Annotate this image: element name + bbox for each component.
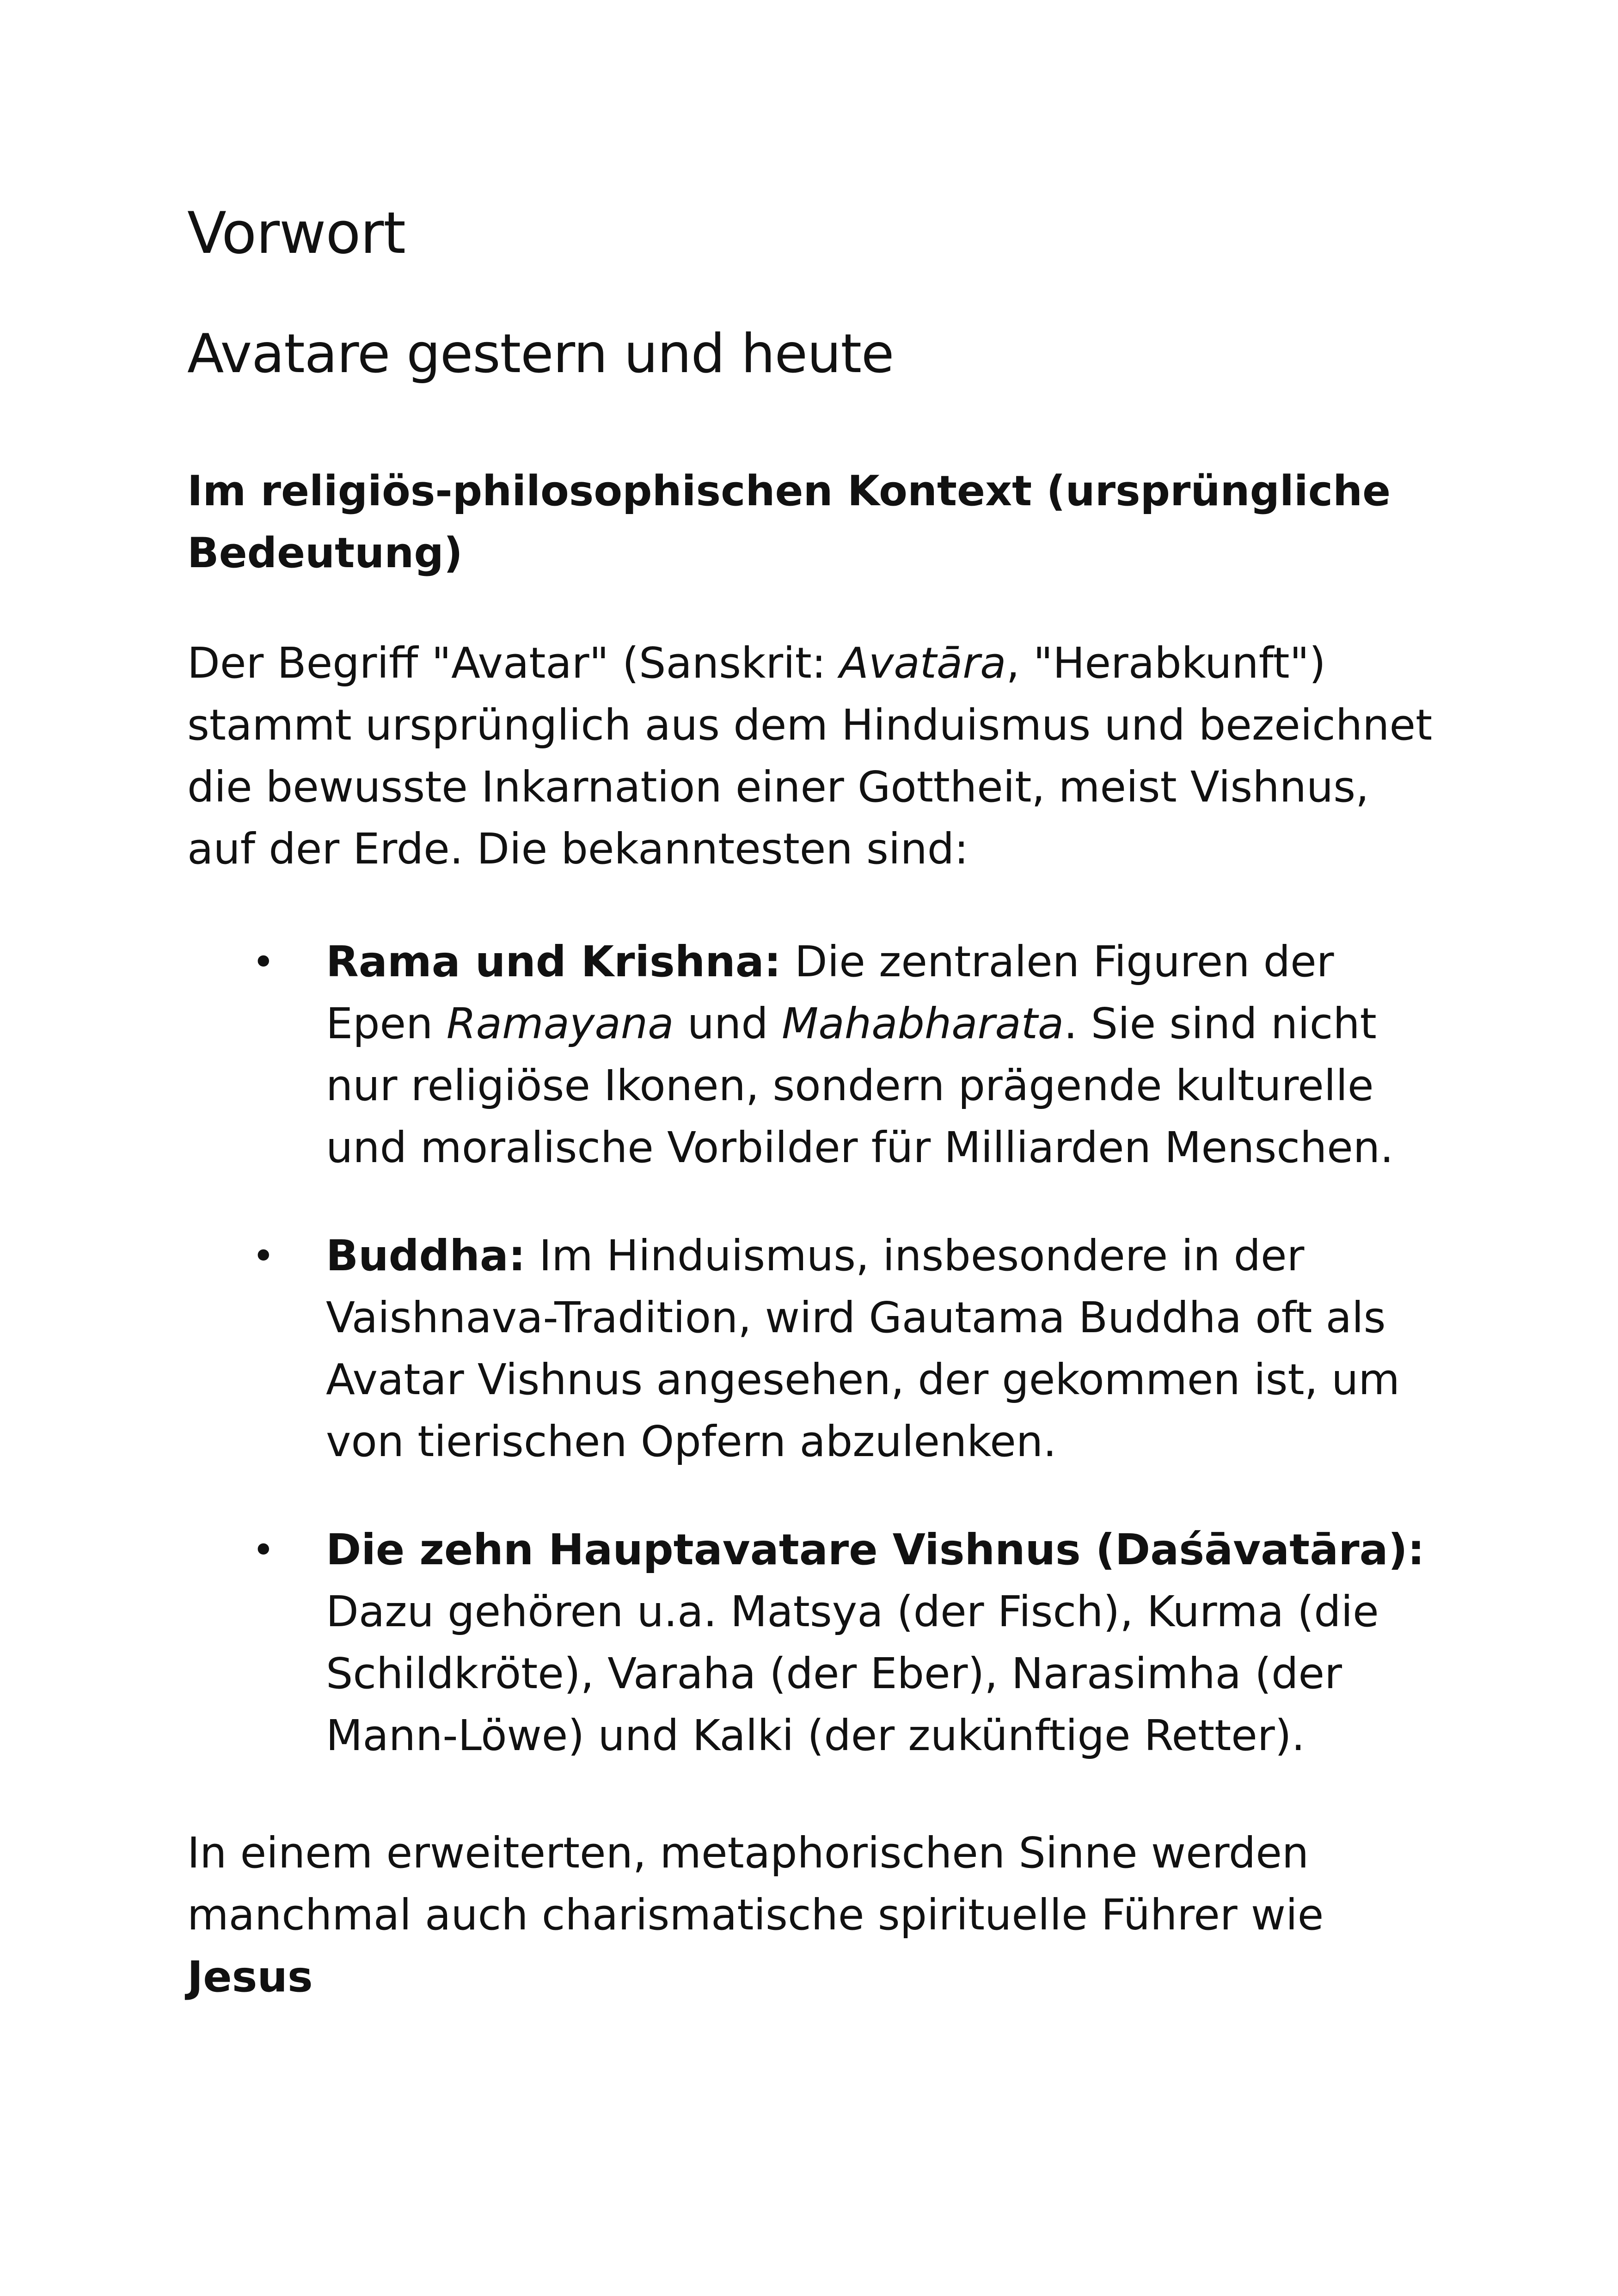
intro-text-part2: , "Herabkunft") stammt ursprünglich aus dem Hinduismus und bezeichnet die bewusste Inkarnation einer Gottheit, meist Vishnus, auf der Erde. Die bekanntesten sind: (187, 638, 1433, 874)
list-item-text: Im Hinduismus, insbesondere in der Vaishnava-Tradition, wird Gautama Buddha oft als Avatar Vishnus angesehen, der gekommen ist, um von tierischen Opfern abzulenken. (326, 1231, 1400, 1466)
bullet-icon: • (252, 939, 275, 985)
list-item-text: und (674, 999, 782, 1048)
list-item-italic: Ramayana (446, 999, 674, 1048)
list-item-title: Buddha: (326, 1231, 526, 1280)
list-item-title: Die zehn Hauptavatare Vishnus (Daśāvatāra): (326, 1525, 1425, 1574)
list-item (187, 1519, 1445, 1767)
document-page (187, 194, 1445, 2008)
list-item-title: Rama und Krishna: (326, 937, 781, 986)
list-item-italic: Mahabharata (782, 999, 1064, 1048)
intro-italic-term: Avatāra (840, 638, 1006, 688)
intro-paragraph (187, 632, 1445, 880)
list-item (187, 1225, 1445, 1473)
list-item (187, 931, 1445, 1179)
page-subtitle: Avatare gestern und heute (187, 323, 894, 385)
page-title: Vorwort (187, 200, 405, 267)
intro-text-part1: Der Begriff "Avatar" (Sanskrit: (187, 638, 840, 688)
section-heading: Im religiös-philosophischen Kontext (ursprüngliche Bedeutung) (187, 467, 1391, 577)
closing-bold: Jesus (187, 1952, 313, 2002)
closing-text: In einem erweiterten, metaphorischen Sinne werden manchmal auch charismatische spirituelle Führer wie (187, 1828, 1324, 1940)
bullet-icon: • (252, 1233, 275, 1279)
list-item-text: Die zentralen Figuren der Epen (326, 937, 1334, 1048)
avatar-list (187, 931, 1445, 1767)
bullet-icon: • (252, 1527, 275, 1573)
list-item-text: Dazu gehören u.a. Matsya (der Fisch), Kurma (die Schildkröte), Varaha (der Eber), Narasimha (der Mann-Löwe) und Kalki (der zukünftige Retter). (326, 1587, 1379, 1760)
list-item-text: . Sie sind nicht nur religiöse Ikonen, sondern prägende kulturelle und moralische Vorbilder für Milliarden Menschen. (326, 999, 1394, 1172)
closing-paragraph (187, 1822, 1445, 2008)
